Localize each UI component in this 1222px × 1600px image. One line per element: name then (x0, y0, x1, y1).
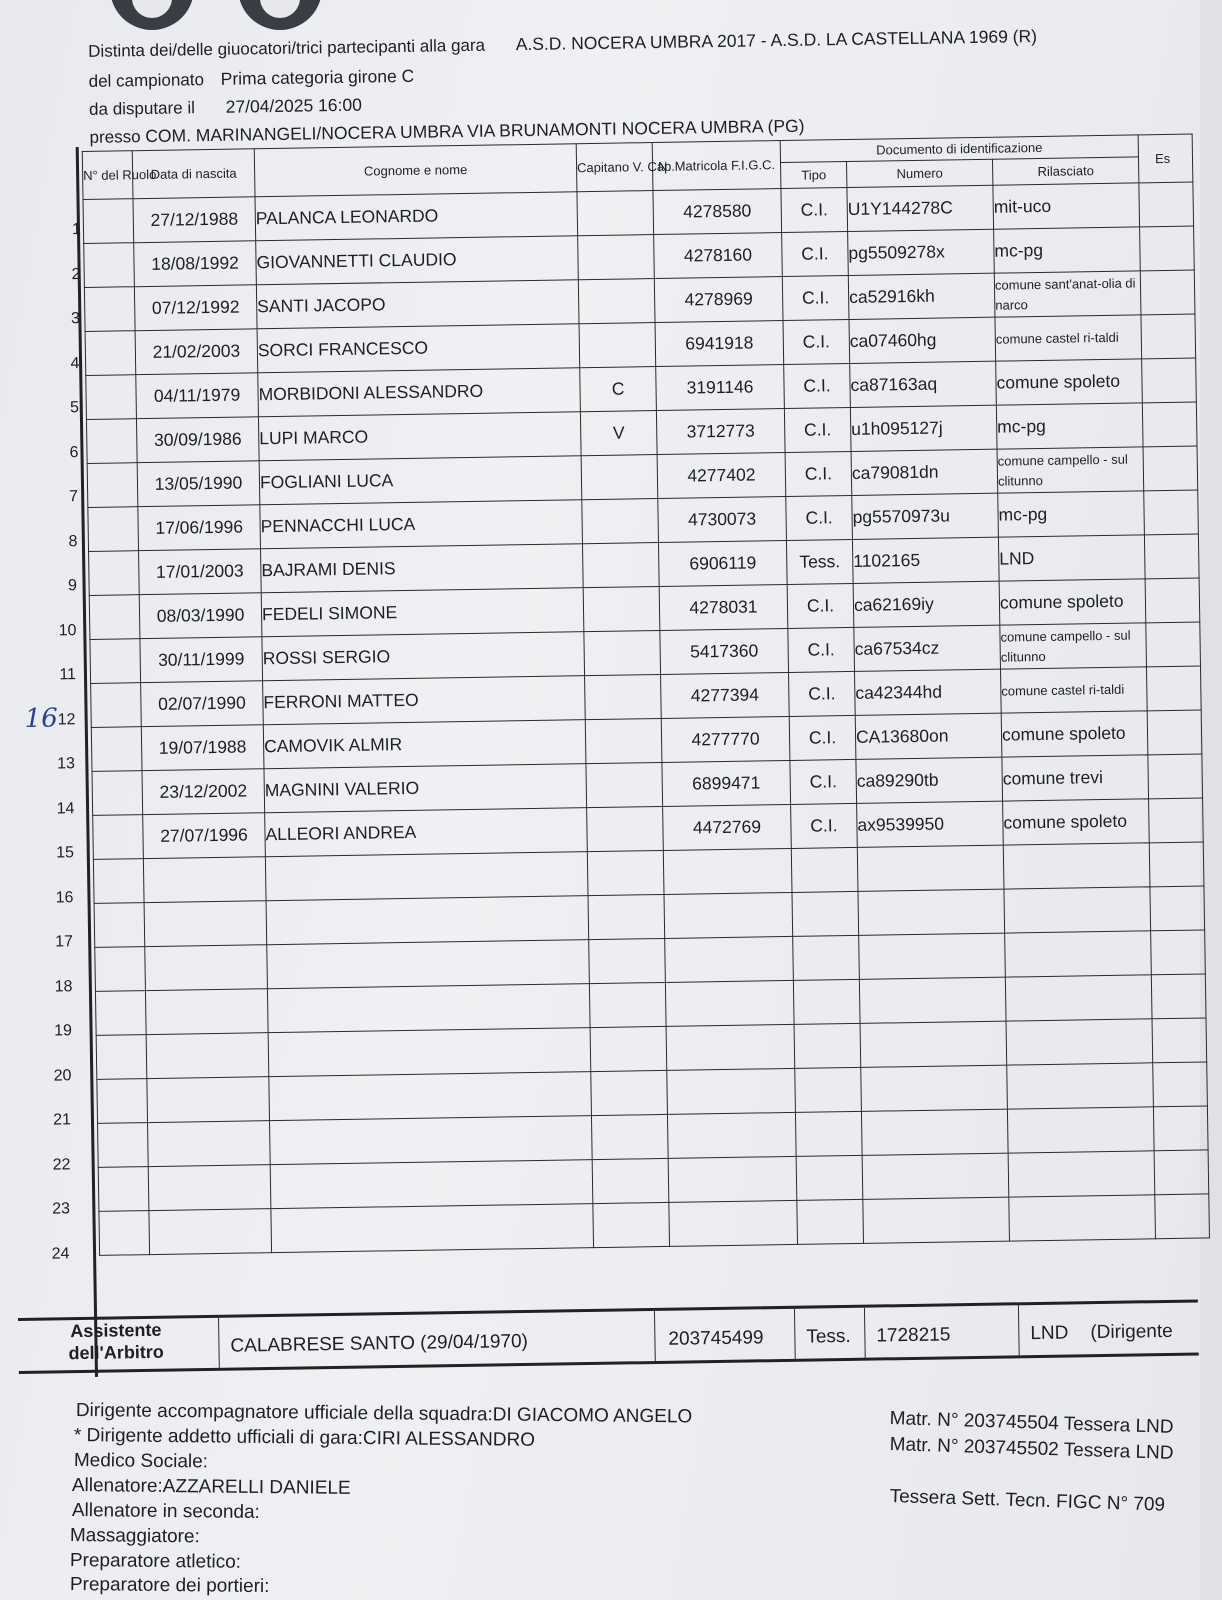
cell-doc-rilasciato: comune spoleto (1001, 711, 1148, 757)
row-number: 4 (70, 354, 80, 372)
row-number: 19 (54, 1022, 73, 1040)
cell-captain: V (580, 411, 657, 456)
cell-empty (97, 1079, 148, 1124)
cell-birthdate: 13/05/1990 (137, 461, 260, 507)
cell-doc-rilasciato: comune castel ri-taldi (1001, 667, 1148, 713)
cell-extra (1139, 182, 1194, 227)
cell-player-name: GIOVANNETTI CLAUDIO (256, 236, 579, 285)
cell-empty (270, 1116, 593, 1165)
cell-captain: C (580, 367, 657, 412)
cell-empty (267, 984, 590, 1033)
assistant-divider (794, 1309, 796, 1359)
cell-birthdate: 02/07/1990 (141, 681, 264, 727)
assistant-label-line2: dell'Arbitro (68, 1341, 165, 1364)
col-extra: Es (1138, 134, 1193, 183)
cell-doc-rilasciato: comune spoleto (1003, 799, 1150, 845)
header-line-date (89, 95, 362, 120)
col-nascita: Data di nascita (132, 149, 255, 199)
col-documento: Documento di identificazione (780, 135, 1138, 163)
cell-doc-numero: CA13680on (855, 713, 1002, 759)
assistant-label-line1: Assistente (70, 1319, 162, 1342)
cell-empty (668, 1156, 797, 1202)
row-number: 11 (59, 666, 77, 684)
cell-extra (1147, 666, 1202, 711)
assistant-label (68, 1319, 164, 1364)
cell-player-name: CAMOVIK ALMIR (263, 720, 586, 769)
disputare-label: da disputare il (88, 98, 196, 119)
row-number: 9 (67, 577, 78, 595)
cell-extra (1144, 490, 1199, 535)
cell-matricola: 4278969 (654, 277, 783, 323)
cell-ruolo (89, 551, 140, 596)
cell-empty (148, 1165, 271, 1211)
cell-ruolo (92, 771, 143, 816)
cell-doc-rilasciato: mc-pg (994, 227, 1141, 273)
col-matricola: N. Matricola F.I.G.C. (652, 141, 781, 191)
cell-doc-rilasciato: mc-pg (998, 491, 1145, 537)
cell-doc-rilasciato: comune sant'anat-olia di narco (994, 271, 1141, 317)
cell-extra (1142, 358, 1197, 403)
cell-empty (793, 935, 860, 980)
cell-player-name: ALLEORI ANDREA (265, 808, 588, 857)
cell-empty (862, 1153, 1009, 1199)
cell-extra (1144, 534, 1199, 579)
cell-doc-rilasciato: comune campello - sul clitunno (1000, 623, 1147, 669)
cell-matricola: 6899471 (662, 760, 791, 806)
row-number: 17 (55, 933, 74, 951)
cell-doc-numero: ca87163aq (850, 361, 997, 407)
cell-doc-tipo: C.I. (786, 495, 853, 540)
cell-empty (1151, 974, 1206, 1019)
row-number: 5 (69, 399, 80, 417)
cell-birthdate: 27/07/1996 (143, 813, 266, 859)
cell-doc-numero: ca07460hg (849, 317, 996, 363)
cell-empty (859, 933, 1006, 979)
cell-doc-rilasciato: mit-uco (993, 183, 1140, 229)
cell-birthdate: 17/06/1996 (138, 505, 261, 551)
cell-empty (145, 989, 268, 1035)
cell-empty (587, 850, 664, 895)
cell-doc-numero: ca52916kh (848, 273, 995, 319)
cell-player-name: FERRONI MATTEO (263, 676, 586, 725)
cell-ruolo (85, 331, 136, 376)
club-logo-left (110, 0, 194, 30)
cell-matricola: 5417360 (660, 628, 789, 674)
cell-matricola: 4730073 (658, 496, 787, 542)
cell-extra (1143, 446, 1198, 491)
cell-matricola: 6906119 (658, 540, 787, 586)
cell-doc-rilasciato: comune campello - sul clitunno (997, 447, 1144, 493)
cell-doc-tipo: C.I. (785, 451, 852, 496)
cell-empty (1152, 1018, 1207, 1063)
header-line-campionato (88, 66, 414, 92)
cell-ruolo (84, 287, 135, 332)
row-number: 7 (68, 488, 79, 506)
cell-doc-numero: ca67534cz (854, 625, 1001, 671)
cell-extra (1147, 710, 1202, 755)
cell-captain (583, 586, 660, 631)
cell-empty (591, 1114, 668, 1159)
row-number: 3 (70, 310, 81, 328)
row-number: 18 (54, 977, 73, 996)
col-rilasciato: Rilasciato (992, 157, 1138, 185)
cell-empty (146, 1033, 269, 1079)
cell-matricola: 4278160 (654, 233, 783, 279)
cell-player-name: SORCI FRANCESCO (257, 324, 580, 373)
cell-empty (269, 1072, 592, 1121)
row-number: 6 (69, 443, 79, 461)
cell-extra (1146, 622, 1201, 667)
cell-captain (581, 455, 658, 500)
cell-ruolo (84, 243, 135, 288)
cell-empty (665, 980, 794, 1026)
cell-empty (858, 889, 1005, 935)
cell-captain (582, 499, 659, 544)
presso-label: presso (89, 127, 141, 147)
cell-birthdate: 21/02/2003 (135, 329, 258, 375)
cell-doc-numero: ca79081dn (851, 449, 998, 495)
cell-extra (1145, 578, 1200, 623)
cell-empty (1007, 1063, 1154, 1109)
cell-ruolo (88, 507, 139, 552)
cell-player-name: FEDELI SIMONE (261, 588, 584, 637)
row-number: 12 (57, 710, 76, 728)
cell-empty (795, 1111, 862, 1156)
cell-birthdate: 27/12/1988 (133, 197, 256, 243)
cell-empty (791, 847, 858, 892)
col-capitano: Capitano V. Cap. (576, 143, 653, 192)
cell-empty (588, 894, 665, 939)
players-body (83, 182, 1209, 1255)
cell-doc-tipo: C.I. (783, 319, 850, 364)
cell-doc-numero: u1h095127j (850, 405, 997, 451)
cell-empty (148, 1121, 271, 1167)
footer-tessera: Tessera Sett. Tecn. FIGC N° 709 (889, 1486, 1166, 1516)
cell-captain (578, 235, 655, 280)
cell-birthdate: 30/09/1986 (136, 417, 259, 463)
assistant-matricola: 203745499 (668, 1327, 764, 1350)
cell-player-name: MORBIDONI ALESSANDRO (258, 368, 581, 417)
footer-massaggiatore: Massaggiatore: (69, 1525, 200, 1548)
cell-extra (1142, 402, 1197, 447)
cell-empty (1153, 1062, 1208, 1107)
cell-doc-numero: ca42344hd (855, 669, 1002, 715)
row-number: 1 (71, 221, 82, 239)
cell-empty (267, 940, 590, 989)
cell-extra (1140, 226, 1195, 271)
cell-doc-rilasciato: mc-pg (996, 403, 1143, 449)
cell-empty (793, 979, 860, 1024)
footer-matricola-2: Matr. N° 203745502 Tessera LND (889, 1434, 1174, 1464)
cell-empty (792, 891, 859, 936)
cell-extra (1140, 270, 1195, 315)
assistant-numero: 1728215 (876, 1324, 951, 1347)
cell-ruolo (90, 639, 141, 684)
cell-empty (144, 901, 267, 947)
cell-matricola: 4277402 (657, 453, 786, 499)
cell-doc-tipo: C.I. (784, 363, 851, 408)
footer-allenatore: Allenatore:AZZARELLI DANIELE (71, 1475, 351, 1499)
footer-matricola-1: Matr. N° 203745504 Tessera LND (889, 1408, 1174, 1438)
cell-doc-rilasciato: comune spoleto (999, 579, 1146, 625)
cell-empty (98, 1123, 149, 1168)
cell-matricola: 4278031 (659, 584, 788, 630)
campionato-label: del campionato (88, 70, 205, 91)
row-number: 8 (68, 532, 78, 550)
cell-empty (1149, 842, 1204, 887)
assistant-divider (864, 1308, 866, 1358)
cell-player-name: SANTI JACOPO (256, 280, 579, 329)
cell-empty (589, 982, 666, 1027)
cell-empty (271, 1204, 594, 1253)
row-number: 21 (53, 1111, 72, 1129)
cell-doc-tipo: C.I. (782, 231, 849, 276)
handwritten-number: 16 (24, 702, 58, 734)
cell-doc-numero: pg5570973u (852, 493, 999, 539)
row-number: 20 (53, 1066, 72, 1085)
cell-empty (93, 859, 144, 904)
cell-captain (579, 323, 656, 368)
cell-empty (796, 1155, 863, 1200)
row-number: 16 (55, 888, 74, 907)
cell-doc-tipo: Tess. (786, 539, 853, 584)
cell-doc-rilasciato: comune castel ri-taldi (995, 315, 1142, 361)
cell-player-name: MAGNINI VALERIO (264, 764, 587, 813)
row-number: 10 (58, 621, 77, 639)
cell-birthdate: 04/11/1979 (136, 373, 259, 419)
club-logo-right (238, 0, 322, 30)
cell-captain (586, 762, 663, 807)
assistant-extra: (Dirigente (1090, 1320, 1173, 1344)
cell-empty (94, 903, 145, 948)
cell-matricola: 3712773 (656, 409, 785, 455)
row-number: 22 (52, 1155, 71, 1174)
row-number: 23 (52, 1200, 71, 1218)
cell-birthdate: 18/08/1992 (134, 241, 257, 287)
cell-doc-rilasciato: comune trevi (1002, 755, 1149, 801)
match-datetime: 27/04/2025 16:00 (225, 94, 363, 117)
cell-empty (593, 1202, 670, 1247)
cell-empty (795, 1067, 862, 1112)
cell-empty (1155, 1194, 1210, 1239)
cell-empty (590, 1026, 667, 1071)
row-number: 24 (51, 1244, 70, 1263)
footer-addetto: * Dirigente addetto ufficiali di gara:CIRI ALESSANDRO (73, 1425, 536, 1451)
cell-empty (666, 1024, 795, 1070)
cell-captain (577, 191, 654, 236)
cell-empty (663, 848, 792, 894)
cell-captain (582, 543, 659, 588)
footer-allenatore-seconda: Allenatore in seconda: (71, 1500, 261, 1523)
assistant-divider (1018, 1305, 1020, 1355)
cell-empty (665, 936, 794, 982)
cell-player-name: PENNACCHI LUCA (260, 500, 583, 549)
cell-extra (1149, 798, 1204, 843)
cell-birthdate: 17/01/2003 (139, 549, 262, 595)
assistant-divider (218, 1318, 220, 1368)
cell-empty (857, 845, 1004, 891)
cell-empty (1153, 1106, 1208, 1151)
cell-captain (585, 718, 662, 763)
cell-empty (592, 1158, 669, 1203)
col-tipo: Tipo (781, 162, 847, 189)
cell-empty (268, 1028, 591, 1077)
row-number: 14 (56, 799, 75, 817)
cell-empty (1151, 930, 1206, 975)
cell-empty (797, 1199, 864, 1244)
cell-ruolo (87, 463, 138, 508)
assistant-divider (654, 1311, 656, 1361)
col-numero: Numero (847, 159, 993, 187)
cell-matricola: 6941918 (655, 321, 784, 367)
row-number: 13 (57, 755, 76, 773)
col-ruolo: N° del Ruolo (82, 151, 133, 200)
cell-ruolo (86, 375, 137, 420)
cell-matricola: 4277394 (661, 672, 790, 718)
cell-doc-numero: ax9539950 (857, 801, 1004, 847)
cell-matricola: 4277770 (661, 716, 790, 762)
cell-empty (669, 1200, 798, 1246)
cell-birthdate: 30/11/1999 (140, 637, 263, 683)
cell-player-name: FOGLIANI LUCA (259, 456, 582, 505)
cell-captain (585, 674, 662, 719)
cell-empty (265, 852, 588, 901)
cell-empty (1003, 843, 1150, 889)
cell-empty (1154, 1150, 1209, 1195)
cell-empty (860, 1021, 1007, 1067)
cell-empty (95, 991, 146, 1036)
cell-empty (859, 977, 1006, 1023)
cell-empty (1008, 1151, 1155, 1197)
match-title: A.S.D. NOCERA UMBRA 2017 - A.S.D. LA CASTELLANA 1969 (R) (515, 25, 1038, 55)
cell-empty (143, 857, 266, 903)
cell-ruolo (83, 199, 134, 244)
cell-captain (578, 279, 655, 324)
cell-doc-numero: U1Y144278C (847, 185, 994, 231)
cell-ruolo (93, 815, 144, 860)
footer-portieri: Preparatore dei portieri: (69, 1574, 270, 1598)
cell-doc-tipo: C.I. (782, 275, 849, 320)
cell-empty (861, 1065, 1008, 1111)
cell-empty (1007, 1107, 1154, 1153)
assistant-tipo: Tess. (806, 1325, 851, 1348)
cell-doc-numero: ca89290tb (856, 757, 1003, 803)
cell-empty (591, 1070, 668, 1115)
cell-empty (664, 892, 793, 938)
cell-doc-tipo: C.I. (781, 187, 848, 232)
cell-doc-tipo: C.I. (788, 627, 855, 672)
cell-empty (1004, 887, 1151, 933)
cell-empty (667, 1068, 796, 1114)
cell-empty (861, 1109, 1008, 1155)
players-table (82, 134, 1210, 1256)
cell-empty (589, 938, 666, 983)
cell-empty (863, 1197, 1010, 1243)
cell-empty (794, 1023, 861, 1068)
distinta-label: Distinta dei/delle giuocatori/trici partecipanti alla gara (88, 35, 486, 61)
cell-doc-tipo: C.I. (791, 803, 858, 848)
cell-doc-rilasciato: LND (998, 535, 1145, 581)
cell-birthdate: 08/03/1990 (139, 593, 262, 639)
cell-empty (270, 1160, 593, 1209)
assistant-rilasciato: LND (1030, 1322, 1069, 1345)
cell-empty (95, 947, 146, 992)
cell-empty (147, 1077, 270, 1123)
cell-doc-numero: pg5509278x (848, 229, 995, 275)
cell-matricola: 3191146 (656, 365, 785, 411)
cell-player-name: LUPI MARCO (258, 412, 581, 461)
cell-empty (149, 1209, 272, 1255)
row-number: 15 (56, 844, 75, 862)
cell-ruolo (91, 683, 142, 728)
cell-empty (99, 1211, 150, 1256)
cell-empty (145, 945, 268, 991)
cell-doc-numero: ca62169iy (853, 581, 1000, 627)
cell-ruolo (86, 419, 137, 464)
cell-empty (96, 1035, 147, 1080)
footer-preparatore: Preparatore atletico: (69, 1550, 242, 1573)
cell-empty (1005, 931, 1152, 977)
cell-doc-tipo: C.I. (790, 759, 857, 804)
cell-captain (587, 806, 664, 851)
cell-doc-tipo: C.I. (789, 671, 856, 716)
cell-birthdate: 23/12/2002 (142, 769, 265, 815)
assistant-name: CALABRESE SANTO (29/04/1970) (230, 1330, 529, 1357)
cell-doc-tipo: C.I. (784, 407, 851, 452)
cell-empty (98, 1167, 149, 1212)
cell-matricola: 4472769 (663, 804, 792, 850)
header-line-match (88, 26, 1037, 62)
cell-doc-tipo: C.I. (789, 715, 856, 760)
cell-empty (1150, 886, 1205, 931)
footer-dirigente: Dirigente accompagnatore ufficiale della squadra:DI GIACOMO ANGELO (75, 1400, 693, 1428)
cell-empty (1005, 975, 1152, 1021)
cell-birthdate: 19/07/1988 (141, 725, 264, 771)
cell-captain (584, 630, 661, 675)
cell-player-name: ROSSI SERGIO (262, 632, 585, 681)
cell-player-name: PALANCA LEONARDO (255, 192, 578, 241)
cell-doc-rilasciato: comune spoleto (996, 359, 1143, 405)
cell-doc-tipo: C.I. (787, 583, 854, 628)
cell-extra (1148, 754, 1203, 799)
cell-birthdate: 07/12/1992 (134, 285, 257, 331)
cell-extra (1141, 314, 1196, 359)
footer-medico: Medico Sociale: (73, 1450, 209, 1473)
cell-ruolo (91, 727, 142, 772)
campionato-value: Prima categoria girone C (220, 65, 415, 89)
cell-ruolo (89, 595, 140, 640)
match-location: COM. MARINANGELI/NOCERA UMBRA VIA BRUNAMONTI NOCERA UMBRA (PG) (145, 115, 805, 147)
cell-matricola: 4278580 (653, 189, 782, 235)
col-nome: Cognome e nome (254, 144, 577, 197)
row-number: 2 (71, 265, 81, 283)
cell-empty (1009, 1195, 1156, 1241)
cell-player-name: BAJRAMI DENIS (261, 544, 584, 593)
cell-empty (266, 896, 589, 945)
cell-empty (1006, 1019, 1153, 1065)
cell-empty (667, 1112, 796, 1158)
cell-doc-numero: 1102165 (852, 537, 999, 583)
